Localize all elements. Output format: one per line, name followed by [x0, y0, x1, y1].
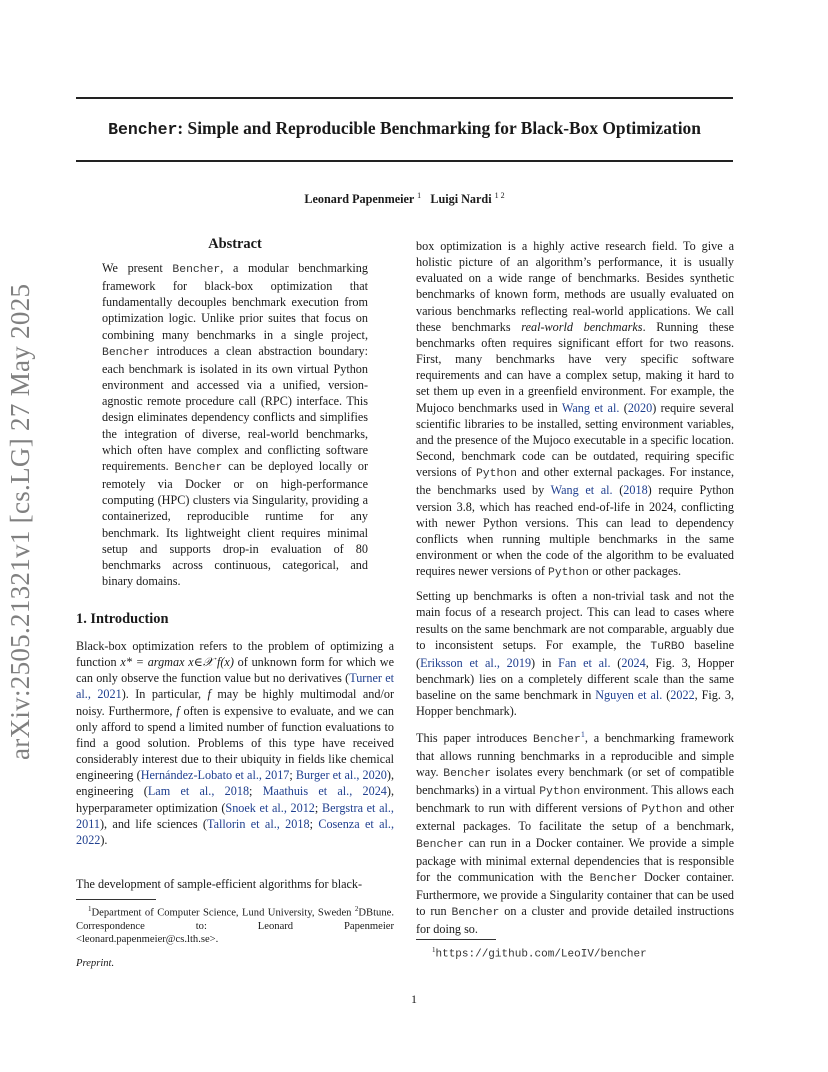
abstract-text: [76, 260, 394, 589]
citation-link[interactable]: Hernández-Lobato et al., 2017: [140, 768, 290, 783]
text: ), engineering (: [76, 768, 394, 799]
citation-link[interactable]: Lam et al., 2018: [147, 784, 250, 799]
paper-title: [76, 118, 733, 139]
text: DBtune. Correspondence to: Leonard Papenmeier <leonard.papenmeier@cs.lth.se>.: [76, 907, 394, 946]
text: Department of Computer Science, Lund University, Sweden: [91, 907, 355, 919]
citation-link[interactable]: Nguyen et al.: [595, 688, 663, 703]
citation-link[interactable]: Turner et al., 2021: [76, 671, 394, 702]
abstract-text-part: can be deployed locally or remotely via Docker or on high-performance computing (HPC) clusters via Singularity, providing a containerized, reproducible runtime for any benchmark. Its lightweight client requires minimal setup and supports drop-in evaluation of 80 benchmarks across continuous, categorical, and binary domains.: [102, 458, 368, 588]
text: on a cluster and provide detailed instructions for doing so.: [416, 904, 734, 937]
text: (: [662, 688, 671, 703]
inline-code: Python: [475, 468, 517, 481]
math-f: f: [207, 687, 211, 702]
text: ;: [289, 768, 296, 783]
section-heading-introduction: 1. Introduction: [76, 611, 169, 627]
citation-link[interactable]: 2024: [621, 655, 646, 670]
citation-link[interactable]: Eriksson et al., 2019: [420, 655, 532, 670]
title-rule: [76, 160, 733, 162]
text: This paper introduces: [416, 730, 533, 745]
top-rule: [76, 97, 733, 99]
text: and other external packages. To facilitate the setup of a benchmark,: [416, 801, 734, 834]
citation-link[interactable]: Snoek et al., 2012: [225, 800, 315, 815]
footnote-mark: 2: [354, 905, 359, 913]
intro-block: [76, 638, 394, 848]
math-f: f: [176, 703, 180, 718]
text: ) require several scientific libraries to be installed, setting environment variables, and the presence of the Mujoco executable in a specific location. Second, benchmark code can be outdated, requiring specific versions of: [416, 400, 735, 480]
text: of unknown form for which we can only observe the function value but no derivatives (: [76, 655, 394, 686]
footnote-url-text: [416, 944, 734, 962]
title-code: Bencher: [108, 120, 178, 139]
text: box optimization is a highly active research field. To give a holistic picture of an algorithm’s performance, it is usually evaluated on a wide range of benchmarks. Besides synthetic benchmarks of known form, methods are usually evaluated on various benchmarks reflecting real-world applications. We call these benchmarks: [416, 239, 734, 334]
inline-code: Python: [548, 567, 590, 580]
arxiv-stamp: arXiv:2505.21321v1 [cs.LG] 27 May 2025: [5, 283, 35, 760]
text: and other external packages. For instance, the benchmarks used by: [416, 465, 734, 498]
footnote-mark: 1: [88, 905, 92, 913]
intro-paragraph-2-text: The development of sample-efficient algorithms for black-: [76, 877, 363, 891]
emphasis: real-world benchmarks: [521, 319, 643, 334]
abstract-block: [76, 260, 394, 589]
page-number: 1: [411, 992, 417, 1006]
citation-link[interactable]: 2020: [627, 400, 653, 415]
text: , Fig. 3, Hopper benchmark) lies on a completely different scale than the same baseline on the same benchmark in: [416, 655, 735, 703]
text: ) require Python version 3.8, which has reached end-of-life in 2024, conflicting with newer Python versions. This can lead to dependency conflicts when running multiple benchmarks in the same environment or when the code of the algorithm to be evaluated requires newer versions of: [416, 483, 735, 579]
author-1-affiliation: 1: [417, 191, 422, 200]
text: ) in: [531, 655, 559, 670]
text: ), hyperparameter optimization (: [76, 784, 395, 815]
citation-link[interactable]: 2022: [670, 688, 695, 703]
citation-link[interactable]: Wang et al.: [561, 400, 620, 415]
text: (: [619, 400, 628, 415]
text: ), and life sciences (: [99, 816, 207, 831]
citation-link[interactable]: Cosenza et al., 2022: [76, 816, 395, 847]
text: baseline (: [416, 637, 734, 670]
text: ;: [249, 784, 263, 799]
text: , a benchmarking framework that allows running benchmarks in a reproducible and simple way.: [416, 730, 734, 779]
intro-paragraph-2: [76, 876, 394, 892]
preprint-label: Preprint.: [76, 958, 115, 969]
footnote-mark: 1: [432, 946, 436, 954]
text: Black-box optimization refers to the problem of optimizing a function: [76, 639, 394, 670]
abstract-code: Bencher: [174, 461, 223, 474]
footnote-affiliations: [76, 903, 394, 947]
footnote-rule: [76, 899, 156, 900]
inline-code: Bencher: [533, 733, 581, 746]
citation-link[interactable]: 2018: [623, 483, 648, 498]
math-argmax: x* = argmax x∈𝒳 f(x): [120, 655, 234, 670]
text: , Fig. 3, Hopper benchmark).: [416, 688, 734, 719]
inline-code: Bencher: [416, 838, 464, 851]
right-paragraph-2: [416, 588, 734, 719]
citation-link[interactable]: Tallorin et al., 2018: [207, 816, 310, 831]
right-paragraph-1: [416, 238, 734, 581]
abstract-text-part: introduces a clean abstraction boundary: each benchmark is isolated in its own virtual Python environment and accessed via a unified, version-agnostic remote procedure call (RPC) interface. This design eliminates dependency conflicts and simplifies the integration of diverse, real-world benchmarks, which often have complex and conflicting software requirements.: [102, 343, 368, 473]
citation-link[interactable]: Wang et al.: [550, 483, 613, 498]
inline-code: Python: [641, 804, 683, 817]
inline-code: Python: [539, 786, 581, 799]
text: (: [612, 483, 624, 498]
inline-code: Bencher: [451, 907, 500, 920]
text: ). In particular,: [121, 687, 208, 702]
intro-paragraph-1: [76, 638, 394, 848]
footnote-url: [416, 944, 734, 962]
title-rest: : Simple and Reproducible Benchmarking for Black-Box Optimization: [177, 118, 701, 138]
citation-link[interactable]: Maathuis et al., 2024: [262, 784, 387, 799]
inline-code: TuRBO: [650, 640, 685, 653]
footnote-text: [76, 903, 394, 947]
author-1: Leonard Papenmeier: [304, 192, 415, 207]
right-paragraph-3: [416, 727, 734, 938]
text: or other packages.: [589, 564, 682, 579]
text: may be highly multimodal and/or noisy. Furthermore,: [76, 687, 394, 718]
text: can run in a Docker container. We provide a simple package with minimal external dependencies that is responsible for the communication with the: [416, 835, 734, 884]
inline-code: Bencher: [589, 872, 638, 885]
text: . Running these benchmarks often requires significant effort for two reasons. First, many benchmarks have very specific software requirements and can have a complex setup, making it hard to set them up even in a greenfield environment. For example, the Mujoco benchmarks used in: [416, 319, 734, 415]
abstract-text-part: We present: [102, 261, 173, 275]
github-link[interactable]: https://github.com/LeoIV/bencher: [435, 948, 647, 961]
author-2: Luigi Nardi: [430, 192, 492, 207]
text: ;: [314, 800, 322, 815]
citation-link[interactable]: Burger et al., 2020: [295, 768, 387, 783]
footnote-rule: [416, 939, 496, 940]
text: ;: [309, 816, 319, 831]
text: ).: [100, 832, 108, 847]
abstract-text-part: , a modular benchmarking framework for black-box optimization that fundamentally decouples benchmark execution from optimization logic. Unlike prior suites that focus on combining many benchmarks in a single project,: [102, 261, 368, 342]
text: (: [610, 655, 622, 670]
text: isolates every benchmark (or set of compatible benchmarks) in a virtual: [416, 764, 734, 798]
text: Setting up benchmarks is often a non-trivial task and not the main focus of a research project. This can lead to cases where results on the same benchmark are not comparable, arguably due to inconsistent setups. For example, the: [416, 589, 734, 652]
text: Docker container. Furthermore, we provide a Singularity container that can be used to run: [416, 869, 734, 919]
citation-link[interactable]: Fan et al.: [558, 655, 611, 670]
abstract-heading: Abstract: [208, 236, 262, 252]
abstract-code: Bencher: [102, 346, 150, 359]
footnote-link[interactable]: 1: [580, 729, 585, 739]
abstract-code: Bencher: [172, 264, 221, 276]
inline-code: Bencher: [443, 767, 492, 780]
citation-link[interactable]: Bergstra et al., 2011: [76, 800, 394, 831]
author-2-affiliation: 1 2: [494, 191, 505, 200]
text: environment. This allows each benchmark to run with different versions of: [416, 783, 734, 816]
right-column: [416, 238, 734, 937]
text: often is expensive to evaluate, and we can only afford to spend a limited number of function evaluations to find a good solution. Problems of this type have received considerably interest due to their ubiquity in fields like chemical engineering (: [76, 703, 394, 783]
author-list: [76, 191, 733, 207]
